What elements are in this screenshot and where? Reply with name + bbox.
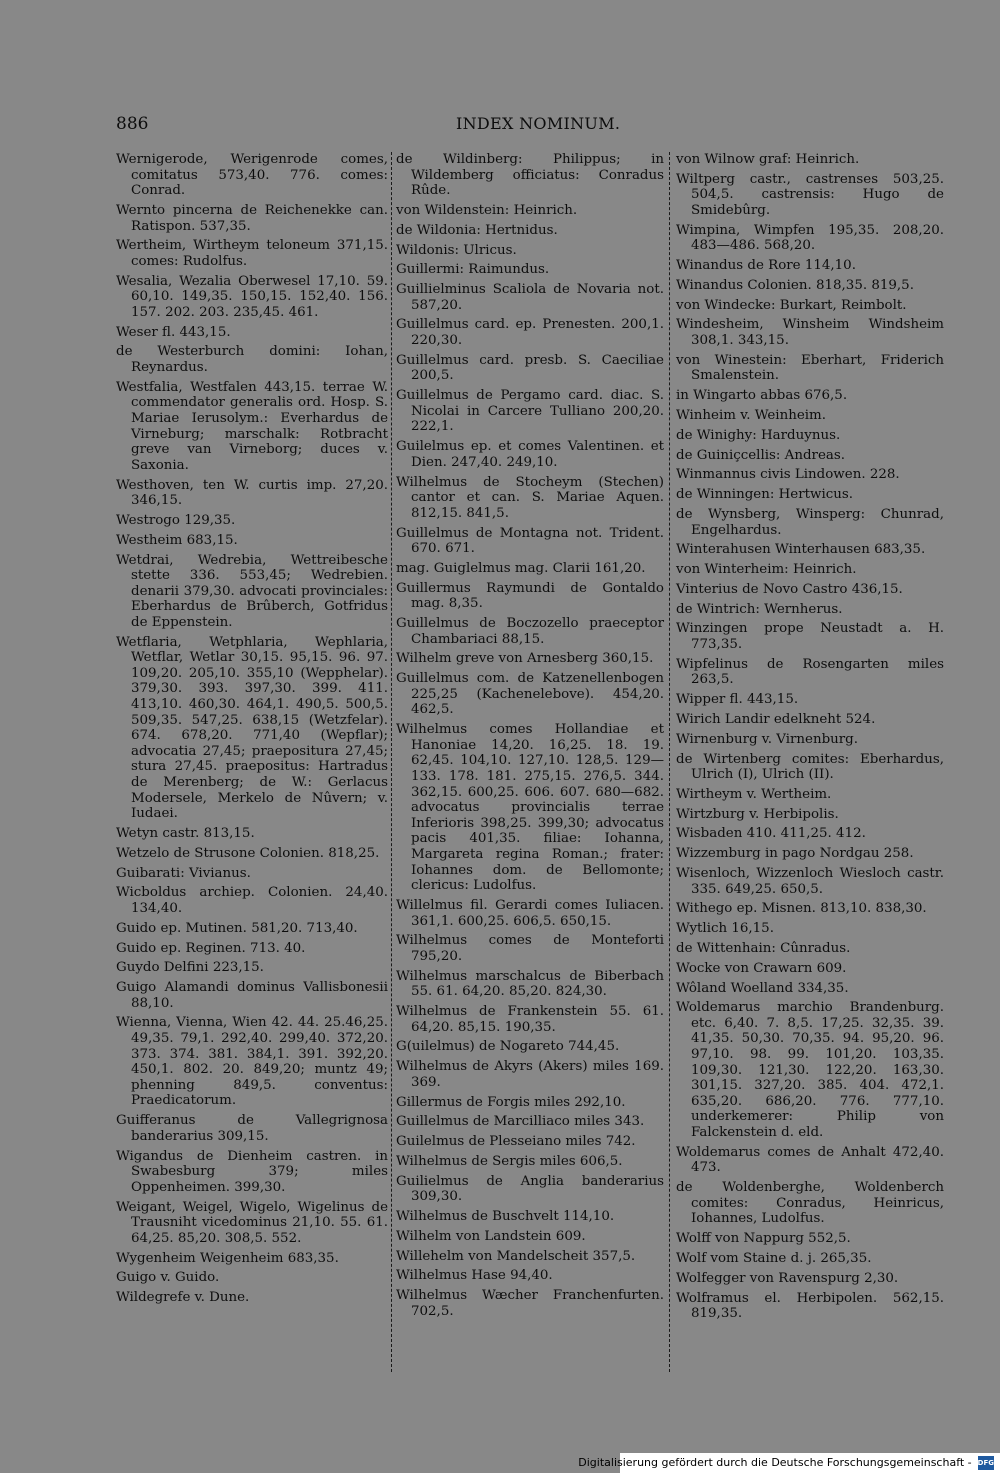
index-entry: Wilhelmus Wæcher Franchenfurten. 702,5. (396, 1288, 664, 1319)
index-entry: Guillelmus de Montagna not. Trident. 670. 671. (396, 525, 664, 557)
index-entry: Vinterius de Novo Castro 436,15. (676, 581, 903, 597)
index-entry: Guifferanus de Vallegrignosa banderarius 309,15. (116, 1113, 388, 1144)
index-entry: Wicboldus archiep. Colonien. 24,40. 134,40. (116, 885, 388, 916)
index-entry: Wilhelm greve von Arnesberg 360,15. (396, 651, 654, 667)
index-column-1 (116, 152, 388, 1310)
index-entry: Wygenheim Weigenheim 683,35. (116, 1250, 339, 1266)
index-entry: Wipfelinus de Rosengarten miles 263,5. (676, 656, 944, 688)
index-entry: Wirnenburg v. Virnenburg. (676, 731, 859, 747)
index-entry: Windesheim, Winsheim Windsheim 308,1. 343,15. (676, 317, 944, 349)
index-entry: Wisbaden 410. 411,25. 412. (676, 826, 866, 842)
index-entry: Winzingen prope Neustadt a. H. 773,35. (676, 621, 944, 652)
index-entry: Guigo v. Guido. (116, 1270, 220, 1286)
index-entry: Wilhelmus comes de Monteforti 795,20. (396, 933, 664, 964)
index-entry: Guillermus Raymundi de Gontaldo mag. 8,35. (396, 580, 664, 612)
index-entry: Guilelmus ep. et comes Valentinen. et Dien. 247,40. 249,10. (396, 439, 664, 470)
index-entry: Winandus Colonien. 818,35. 819,5. (676, 277, 914, 293)
index-entry: Wildonis: Ulricus. (396, 242, 517, 258)
index-entry: Wilhelmus Hase 94,40. (396, 1268, 553, 1284)
index-entry: Guillelmus com. de Katzenellenbogen 225,25 (Kachenelebove). 454,20. 462,5. (396, 671, 664, 718)
running-title: INDEX NOMINUM. (456, 114, 621, 133)
index-entry: Wimpina, Wimpfen 195,35. 208,20. 483—486. 568,20. (676, 222, 944, 254)
index-entry: Guillelmus card. presb. S. Caeciliae 200,5. (396, 352, 664, 384)
index-entry: Wolfegger von Ravenspurg 2,30. (676, 1270, 899, 1286)
index-entry: Wilhelm von Landstein 609. (396, 1228, 586, 1244)
column-divider (669, 152, 670, 1372)
footer-text: Digitalisierung gefördert durch die Deutsche Forschungsgemeinschaft - (578, 1456, 972, 1469)
footer-banner (578, 1453, 1000, 1473)
index-entry: Guido ep. Reginen. 713. 40. (116, 940, 306, 956)
dfg-logo-icon: DFG (978, 1456, 994, 1470)
index-entry: in Wingarto abbas 676,5. (676, 388, 848, 404)
index-entry: Wizzemburg in pago Nordgau 258. (676, 846, 914, 862)
index-entry: Wolff von Nappurg 552,5. (676, 1231, 851, 1247)
index-entry: Wolf vom Staine d. j. 265,35. (676, 1250, 872, 1266)
column-divider (391, 152, 392, 1372)
index-entry: Westrogo 129,35. (116, 512, 236, 528)
index-entry: Wetzelo de Strusone Colonien. 818,25. (116, 845, 380, 861)
index-entry: Willelmus fil. Gerardi comes Iuliacen. 361,1. 600,25. 606,5. 650,15. (396, 897, 664, 929)
index-entry: mag. Guiglelmus mag. Clarii 161,20. (396, 560, 646, 576)
index-entry: Wilhelmus de Akyrs (Akers) miles 169. 369. (396, 1059, 664, 1090)
index-entry: Wertheim, Wirtheym teloneum 371,15. comes: Rudolfus. (116, 238, 388, 269)
index-entry: Guillelmus de Pergamo card. diac. S. Nicolai in Carcere Tulliano 200,20. 222,1. (396, 388, 664, 435)
index-entry: Westheim 683,15. (116, 532, 238, 548)
index-entry: Guigo Alamandi dominus Vallisbonesii 88,10. (116, 980, 388, 1011)
index-entry: Wilhelmus de Stocheym (Stechen) cantor et can. S. Mariae Aquen. 812,15. 841,5. (396, 474, 664, 521)
index-entry: Gillermus de Forgis miles 292,10. (396, 1094, 626, 1110)
index-entry: Wetflaria, Wetphlaria, Wephlaria, Wetflar, Wetlar 30,15. 95,15. 96. 97. 109,20. 205,10. 355,10 (Wepphelar). 379,30. 393. 397,30. 399. 411. 413,10. 460,30. 464,1. 490,5. 500,5. 509,35. 547,25. 638,15 (Wetzfelar). 674. 678,20. 771,40 (Wepflar); advocatia 27,45; praepositura 27,45; stura 27,45. praepositus: Hartradus de Merenberg; de W.: Gerlacus Modersele, Merkelo de Nûvern; v. Iudaei. (116, 634, 388, 822)
index-entry: Wetdrai, Wedrebia, Wettreibesche stette 336. 553,45; Wedrebien. denarii 379,30. advocati provinciales: Eberhardus de Brûberch, Gotfridus de Eppenstein. (116, 552, 388, 630)
index-entry: Winterahusen Winterhausen 683,35. (676, 542, 926, 558)
index-entry: von Winestein: Eberhart, Friderich Smalenstein. (676, 352, 944, 384)
index-entry: von Winterheim: Heinrich. (676, 562, 857, 578)
index-entry: Wirich Landir edelkneht 524. (676, 711, 876, 727)
index-entry: de Guiniçcellis: Andreas. (676, 447, 845, 463)
index-entry: Wipper fl. 443,15. (676, 692, 799, 708)
index-entry: de Wynsberg, Winsperg: Chunrad, Engelhardus. (676, 506, 944, 538)
index-entry: Westfalia, Westfalen 443,15. terrae W. commendator generalis ord. Hosp. S. Mariae Ierusolym.: Everhardus de Virneburg; marschalk: Rotbracht greve van Virneborg; duces v. Saxonia. (116, 379, 388, 473)
index-entry: Wirtzburg v. Herbipolis. (676, 806, 839, 822)
page-number: 886 (116, 114, 149, 134)
index-entry: de Winningen: Hertwicus. (676, 487, 853, 503)
index-entry: Wôland Woelland 334,35. (676, 980, 849, 996)
index-entry: Willehelm von Mandelscheit 357,5. (396, 1248, 636, 1264)
index-entry: Woldemarus comes de Anhalt 472,40. 473. (676, 1144, 944, 1176)
index-entry: de Wintrich: Wernherus. (676, 601, 843, 617)
index-entry: Wolframus el. Herbipolen. 562,15. 819,35. (676, 1290, 944, 1322)
index-entry: Wienna, Vienna, Wien 42. 44. 25.46,25. 49,35. 79,1. 292,40. 299,40. 372,20. 373. 374. 381. 384,1. 391. 392,20. 450,1. 802. 20. 849,20; muntz 49; phenning 849,5. conventus: Praedicatorum. (116, 1015, 388, 1109)
index-entry: de Winighy: Harduynus. (676, 427, 841, 443)
index-entry: Winheim v. Weinheim. (676, 408, 826, 423)
index-column-3 (676, 152, 944, 1326)
index-entry: Wetyn castr. 813,15. (116, 826, 255, 841)
index-entry: Winmannus civis Lindowen. 228. (676, 467, 900, 483)
index-entry: Wirtheym v. Wertheim. (676, 786, 832, 802)
index-entry: Wilhelmus de Buschvelt 114,10. (396, 1209, 615, 1225)
index-entry: Wildegrefe v. Dune. (116, 1290, 250, 1306)
index-entry: Wigandus de Dienheim castren. in Swabesburg 379; miles Oppenheimen. 399,30. (116, 1148, 388, 1195)
index-entry: Withego ep. Misnen. 813,10. 838,30. (676, 901, 927, 917)
index-entry: G(uilelmus) de Nogareto 744,45. (396, 1039, 620, 1055)
index-entry: Wilhelmus comes Hollandiae et Hanoniae 14,20. 16,25. 18. 19. 62,45. 104,10. 127,10. 128,5. 129—133. 178. 181. 275,15. 276,5. 344. 362,15. 600,25. 606. 607. 680—682. advocatus provincialis terrae Inferioris 398,25. 399,30; advocatus pacis 401,35. filiae: Iohanna, Margareta regina Roman.; frater: Iohannes dom. de Bellomonte; clericus: Ludolfus. (396, 722, 664, 894)
index-entry: Wytlich 16,15. (676, 921, 774, 937)
index-entry: de Wittenhain: Cûnradus. (676, 940, 851, 956)
index-entry: Guilelmus de Plesseiano miles 742. (396, 1134, 636, 1150)
index-entry: von Wildenstein: Heinrich. (396, 202, 578, 218)
index-entry: Wesalia, Wezalia Oberwesel 17,10. 59. 60,10. 149,35. 150,15. 152,40. 156. 157. 202. 203. 235,45. 461. (116, 273, 388, 320)
index-entry: de Wirtenberg comites: Eberhardus, Ulrich (I), Ulrich (II). (676, 751, 944, 783)
index-entry: Wocke von Crawarn 609. (676, 960, 847, 976)
index-entry: Wilhelmus de Frankenstein 55. 61. 64,20. 85,15. 190,35. (396, 1004, 664, 1035)
index-entry: von Wilnow graf: Heinrich. (676, 152, 860, 167)
index-entry: de Wildinberg: Philippus; in Wildemberg officiatus: Conradus Rûde. (396, 152, 664, 199)
index-entry: Guydo Delfini 223,15. (116, 960, 264, 976)
index-entry: Guillielminus Scaliola de Novaria not. 587,20. (396, 282, 664, 313)
index-entry: Weigant, Weigel, Wigelo, Wigelinus de Trausniht vicedominus 21,10. 55. 61. 64,25. 85,20. 308,5. 552. (116, 1199, 388, 1246)
index-entry: Wernigerode, Werigenrode comes, comitatus 573,40. 776. comes: Conrad. (116, 152, 388, 199)
index-entry: Guillelmus de Marcilliaco miles 343. (396, 1114, 645, 1130)
index-entry: Wiltperg castr., castrenses 503,25. 504,5. castrensis: Hugo de Smidebûrg. (676, 171, 944, 218)
index-entry: Guido ep. Mutinen. 581,20. 713,40. (116, 920, 358, 936)
index-entry: Woldemarus marchio Brandenburg. etc. 6,40. 7. 8,5. 17,25. 32,35. 39. 41,35. 50,30. 70,35. 94. 95,20. 96. 97,10. 98. 99. 101,20. 103,35. 109,30. 121,30. 122,20. 163,30. 301,15. 327,20. 385. 404. 472,1. 635,20. 686,20. 776. 777,10. underkemerer: Philip von Falckenstein d. eld. (676, 1000, 944, 1141)
index-entry: de Woldenberghe, Woldenberch comites: Conradus, Heinricus, Iohannes, Ludolfus. (676, 1180, 944, 1227)
index-entry: de Westerburch domini: Iohan, Reynardus. (116, 344, 388, 376)
index-entry: Guillelmus de Boczozello praeceptor Chambariaci 88,15. (396, 616, 664, 647)
index-entry: Wilhelmus de Sergis miles 606,5. (396, 1153, 623, 1169)
index-entry: de Wildonia: Hertnidus. (396, 222, 558, 238)
index-entry: von Windecke: Burkart, Reimbolt. (676, 297, 907, 313)
index-entry: Guillermi: Raimundus. (396, 262, 550, 278)
index-entry: Weser fl. 443,15. (116, 324, 231, 340)
index-entry: Wilhelmus marschalcus de Biberbach 55. 61. 64,20. 85,20. 824,30. (396, 968, 664, 1000)
index-entry: Wernto pincerna de Reichenekke can. Ratispon. 537,35. (116, 202, 388, 234)
index-entry: Guillelmus card. ep. Prenesten. 200,1. 220,30. (396, 317, 664, 349)
index-entry: Guibarati: Vivianus. (116, 865, 251, 881)
index-entry: Guilielmus de Anglia banderarius 309,30. (396, 1173, 664, 1205)
index-column-2 (396, 152, 664, 1324)
index-entry: Westhoven, ten W. curtis imp. 27,20. 346,15. (116, 477, 388, 509)
index-entry: Winandus de Rore 114,10. (676, 258, 856, 274)
index-entry: Wisenloch, Wizzenloch Wiesloch castr. 335. 649,25. 650,5. (676, 866, 944, 897)
